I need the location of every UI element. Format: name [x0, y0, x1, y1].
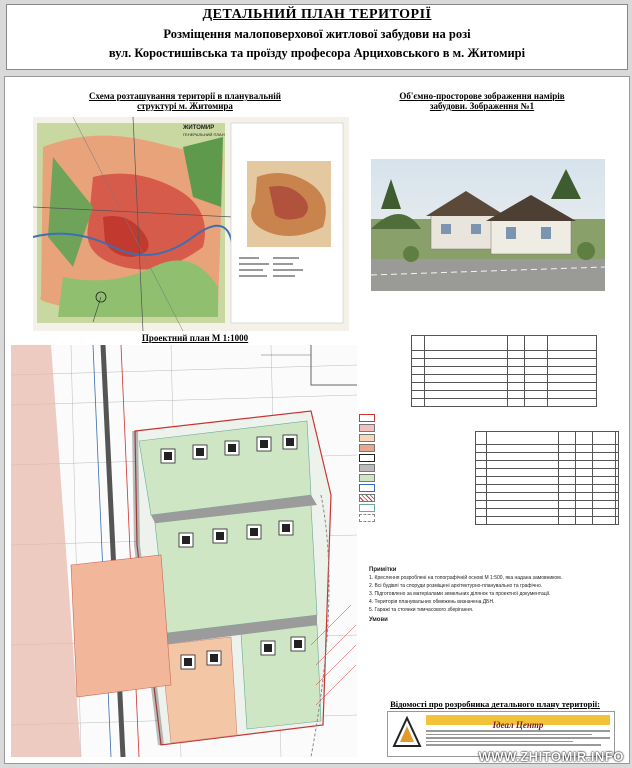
note-item: 5. Гаражі та стоянки тимчасового зберігання. [369, 607, 474, 613]
conditions-heading: Умови [369, 617, 388, 623]
scheme-caption: Схема розташування території в планувальній структурі м. Житомира [88, 91, 281, 111]
indicators-table [475, 431, 619, 525]
legend-swatch [359, 414, 375, 422]
volume-caption: Об'ємно-просторове зображення намірів забудови. Зображення №1 [399, 91, 565, 111]
note-item: 4. Територія планувальних обмежень визначена ДБН. [369, 599, 495, 605]
watermark: WWW.ZHITOMIR.INFO [478, 749, 624, 764]
plan-caption: Проектний план М 1:1000 [141, 333, 249, 343]
legend-swatch [359, 444, 375, 452]
city-scheme-map [33, 117, 349, 331]
legend-swatch [359, 464, 375, 472]
company-details [426, 728, 610, 748]
legend-swatch [359, 514, 375, 522]
buildings-table [411, 335, 597, 407]
map-plan-label: ГЕНЕРАЛЬНИЙ ПЛАН [183, 132, 225, 137]
legend-swatch [359, 484, 375, 492]
notes-block [369, 567, 621, 625]
plan-sheet [4, 76, 630, 764]
note-item: 3. Підготовлено за матеріалами земельних ділянок та проектної документації. [369, 591, 551, 597]
note-item: 1. Креслення розроблені на топографічній основі М 1:500, яка надана замовником. [369, 575, 563, 581]
project-plan-drawing [11, 345, 357, 757]
legend-swatch [359, 424, 375, 432]
company-logo-icon [392, 716, 422, 752]
map-city-label: ЖИТОМИР [183, 125, 215, 131]
notes-heading: Примітки [369, 567, 397, 573]
poster-header [6, 4, 628, 70]
legend-swatch [359, 504, 375, 512]
volume-render-image [371, 159, 605, 291]
legend-swatch [359, 454, 375, 462]
legend-swatch [359, 474, 375, 482]
company-name: Ідеал Центр [492, 720, 544, 730]
poster-subtitle-line2: вул. Коростишівська та проїзду професора Арциховського в м. Житомирі [108, 46, 526, 60]
developer-caption: Відомості про розробника детального плану території: [390, 699, 600, 709]
company-name-bar [426, 715, 610, 730]
poster-title: ДЕТАЛЬНИЙ ПЛАН ТЕРИТОРІЇ [202, 7, 432, 22]
poster-subtitle-line1: Розміщення малоповерхової житлової забудови на розі [163, 27, 471, 41]
legend-swatch [359, 494, 375, 502]
legend-swatch [359, 434, 375, 442]
plan-legend [359, 413, 453, 523]
note-item: 2. Всі будівлі та споруди розміщені архітектурно-планувально та графічно. [369, 583, 543, 589]
